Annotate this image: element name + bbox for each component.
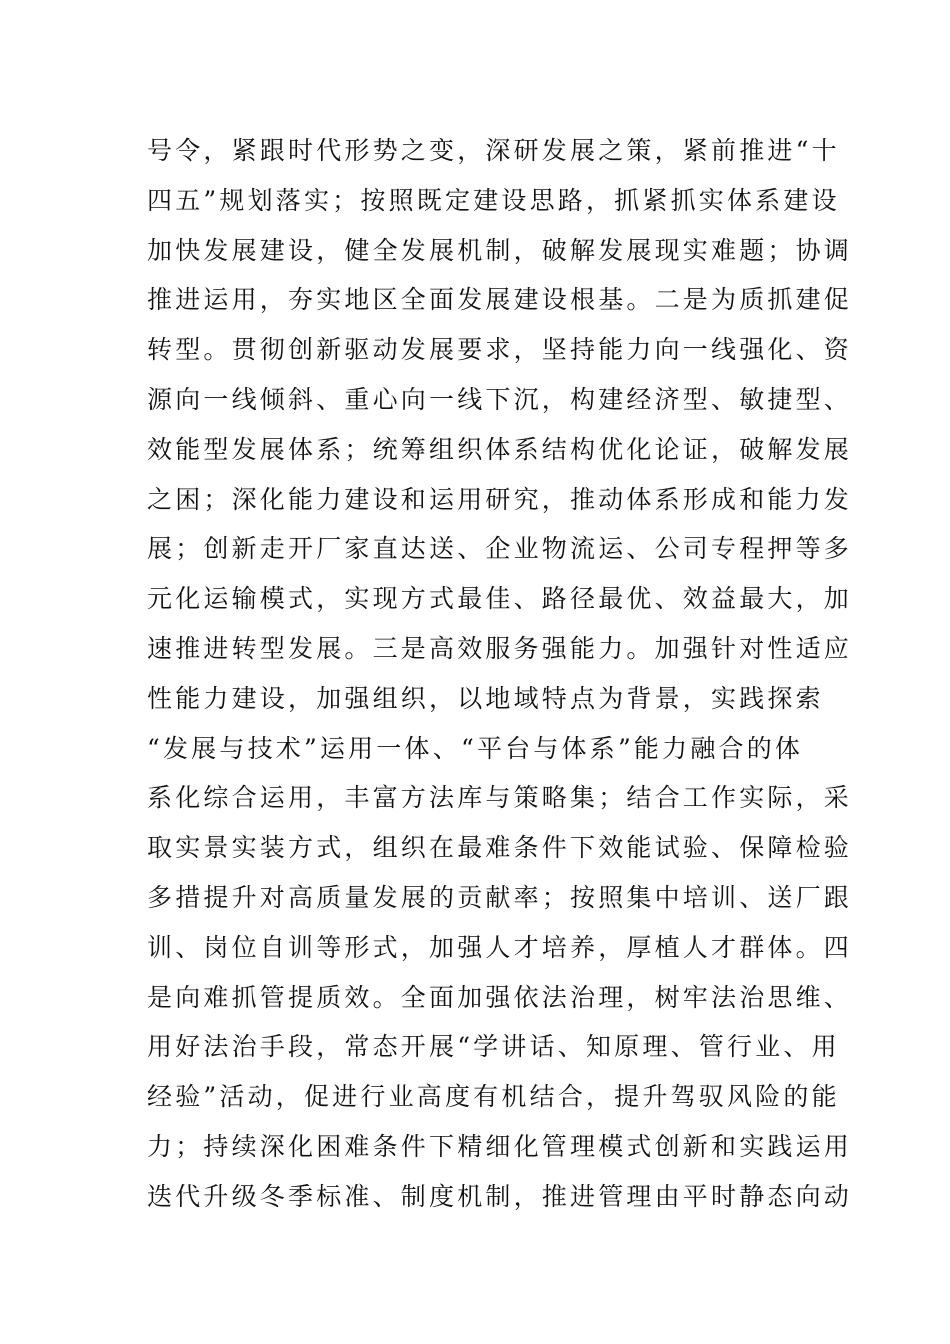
body-text [147, 126, 853, 1222]
text-line: 训、岗位自训等形式，加强人才培养，厚植人才群体。四 [147, 932, 853, 962]
text-line: 源向一线倾斜、重心向一线下沉，构建经济型、敏捷型、 [147, 384, 853, 414]
text-line: 经验”活动，促进行业高度有机结合，提升驾驭风险的能 [147, 1082, 840, 1112]
text-line: 迭代升级冬季标准、制度机制，推进管理由平时静态向动 [147, 1181, 853, 1211]
text-line: 取实景实装方式，组织在最难条件下效能试验、保障检验 [147, 833, 853, 863]
text-line: 之困；深化能力建设和运用研究，推动体系形成和能力发 [147, 484, 853, 514]
text-line: 号令，紧跟时代形势之变，深研发展之策，紧前推进“十 [147, 136, 840, 165]
text-line: 是向难抓管提质效。全面加强依法治理，树牢法治思维、 [147, 982, 853, 1012]
text-line: 速推进转型发展。三是高效服务强能力。加强针对性适应 [147, 633, 853, 663]
text-line: 效能型发展体系；统筹组织体系结构优化论证，破解发展 [147, 434, 853, 464]
text-line: 用好法治手段，常态开展“学讲话、知原理、管行业、用 [147, 1032, 840, 1062]
text-line: 加快发展建设，健全发展机制，破解发展现实难题；协调 [147, 235, 853, 265]
text-line: 推进运用，夯实地区全面发展建设根基。二是为质抓建促 [147, 285, 853, 315]
text-line: “发展与技术”运用一体、“平台与体系”能力融合的体 [147, 733, 804, 763]
text-line: 多措提升对高质量发展的贡献率；按照集中培训、送厂跟 [147, 882, 853, 912]
text-line: 性能力建设，加强组织，以地域特点为背景，实践探索 [147, 683, 824, 713]
text-line: 力；持续深化困难条件下精细化管理模式创新和实践运用 [147, 1131, 853, 1161]
text-line: 系化综合运用，丰富方法库与策略集；结合工作实际，采 [147, 783, 853, 813]
text-line: 四五”规划落实；按照既定建设思路，抓紧抓实体系建设 [147, 185, 840, 215]
text-line: 转型。贯彻创新驱动发展要求，坚持能力向一线强化、资 [147, 335, 853, 365]
text-line: 元化运输模式，实现方式最佳、路径最优、效益最大，加 [147, 584, 853, 614]
text-line: 展；创新走开厂家直达送、企业物流运、公司专程押等多 [147, 534, 853, 564]
